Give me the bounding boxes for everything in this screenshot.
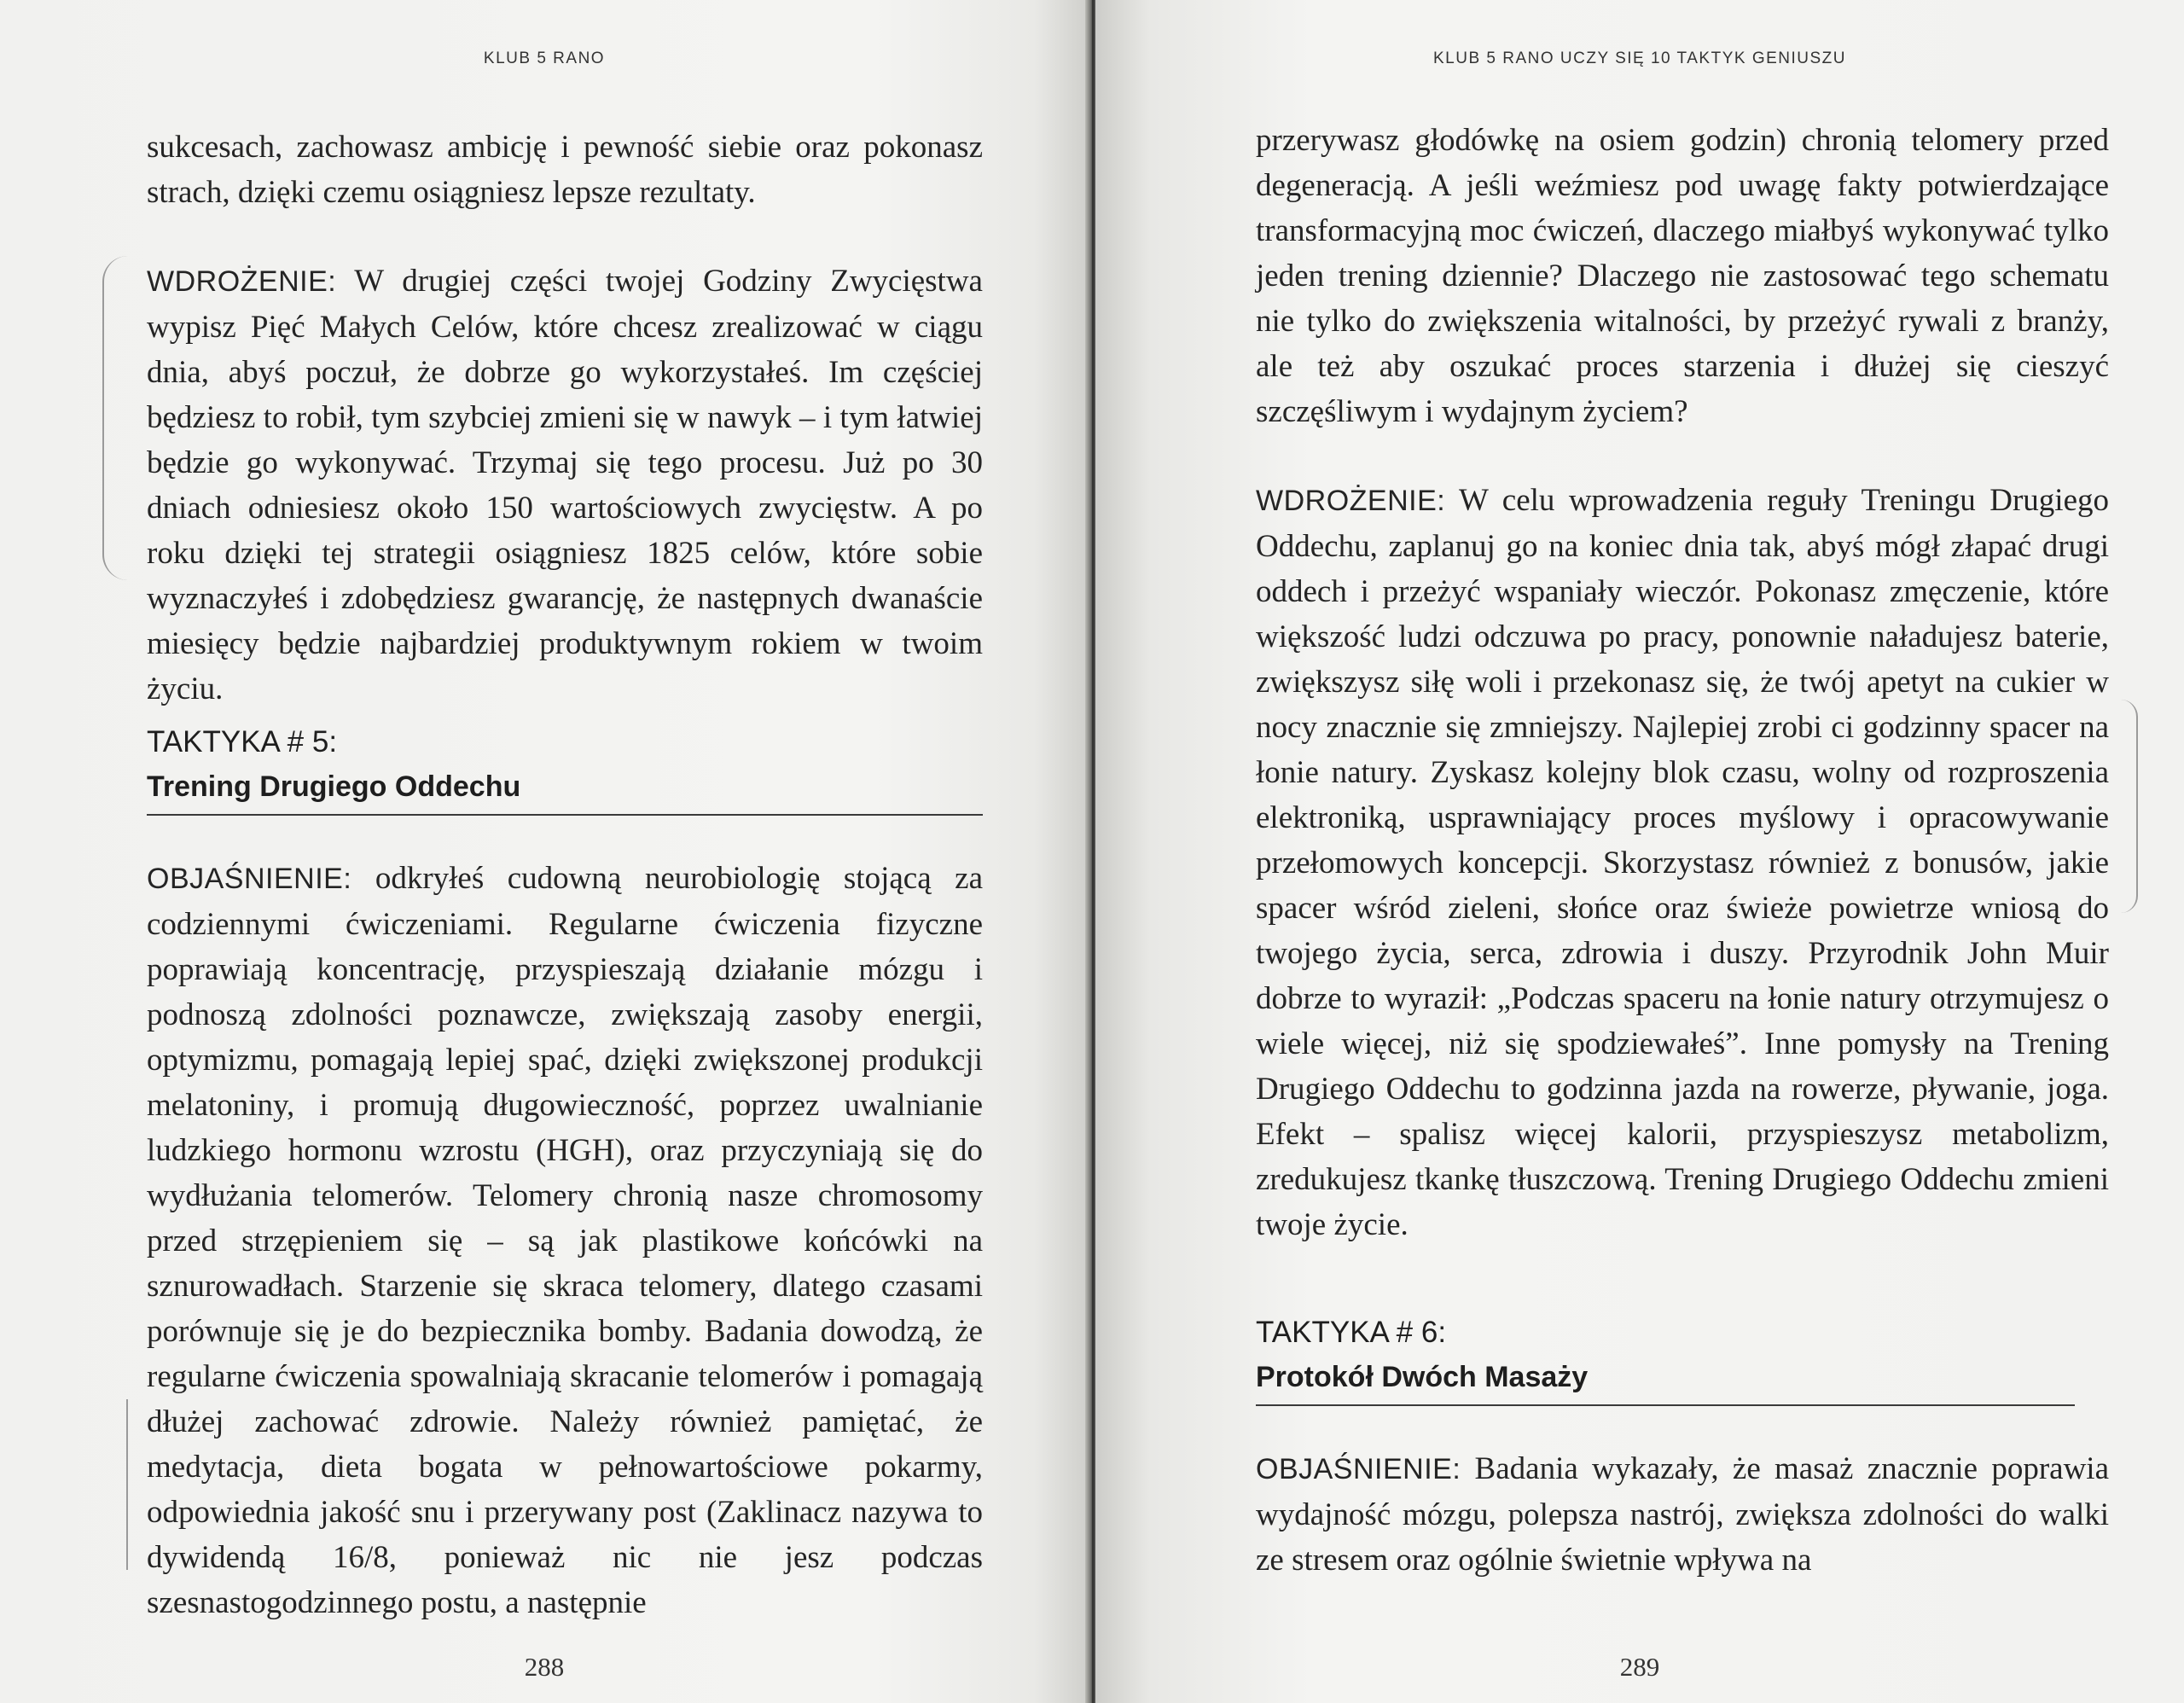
heading-rule <box>147 814 983 816</box>
implementation-label: WDROŻENIE: <box>147 265 337 298</box>
page-number: 288 <box>524 1652 565 1682</box>
left-page <box>0 0 1089 1703</box>
page-number: 289 <box>1619 1652 1660 1682</box>
implementation-block <box>147 259 983 712</box>
explanation-label: OBJAŚNIENIE: <box>1256 1453 1461 1485</box>
continued-paragraph: sukcesach, zachowasz ambicję i pewność siebie oraz pokonasz strach, dzięki czemu osiągniesz lepsze rezultaty. <box>147 130 983 210</box>
implementation-label: WDROŻENIE: <box>1256 485 1446 517</box>
tactic-heading <box>147 720 983 816</box>
continued-paragraph-block <box>1256 118 2109 434</box>
running-head: KLUB 5 RANO UCZY SIĘ 10 TAKTYK GENIUSZU <box>1432 49 1846 67</box>
right-page <box>1095 0 2184 1703</box>
explanation-text: Badania wykazały, że masaż znacznie poprawia wydajność mózgu, polepsza nastrój, zwiększa zdolności do walki ze stresem oraz ogólnie świetnie wpływa na <box>1256 1451 2109 1578</box>
pencil-mark <box>102 256 130 580</box>
explanation-label: OBJAŚNIENIE: <box>147 863 352 895</box>
explanation-block <box>147 856 983 1625</box>
continued-paragraph: przerywasz głodówkę na osiem godzin) chronią telomery przed degeneracją. A jeśli weźmiesz pod uwagę fakty potwierdzające transformacyjną moc ćwiczeń, dlaczego miałbyś wykonywać tylko jeden trening dziennie? Dlaczego nie zastosować tego schematu nie tylko do zwiększenia witalności, by przeżyć rywali z branży, ale też aby oszukać proces starzenia i dłużej się cieszyć szczęśliwym i wydajnym życiem? <box>1256 123 2109 429</box>
tactic-title: Protokół Dwóch Masaży <box>1256 1361 1589 1393</box>
heading-rule <box>1256 1404 2075 1406</box>
pencil-mark <box>2111 700 2138 913</box>
tactic-title: Trening Drugiego Oddechu <box>147 770 521 803</box>
pencil-mark <box>126 1399 138 1570</box>
continued-paragraph-block <box>147 125 983 215</box>
tactic-heading <box>1256 1311 2109 1406</box>
explanation-text: odkryłeś cudowną neurobiologię stojącą za codziennymi ćwiczeniami. Regularne ćwiczenia fizyczne poprawiają koncentrację, przyspieszają działanie mózgu i podnoszą zdolności poznawcze, zwiększają zasoby energii, optymizmu, pomagają lepiej spać, dzięki zwiększonej produkcji melatoniny, i promują długowieczność, poprzez uwalnianie ludzkiego hormonu wzrostu (HGH), oraz przyczyniają się do wydłużania telomerów. Telomery chronią nasze chromosomy przed strzępieniem się – są jak plastikowe końcówki na sznurowadłach. Starzenie się skraca telomery, dlatego czasami porównuje się je do bezpiecznika bomby. Badania dowodzą, że regularne ćwiczenia spowalniają skracanie telomerów i pomagają dłużej zachować zdrowie. Należy również pamiętać, że medytacja, dieta bogata w pełnowartościowe pokarmy, odpowiednia jakość snu i przerywany post (Zaklinacz nazywa to dywidendą 16/8, ponieważ nic nie jesz podczas szesnastogodzinnego postu, a następnie <box>147 861 983 1620</box>
tactic-number: TAKTYKA # 5: <box>147 725 338 759</box>
implementation-block <box>1256 478 2109 1247</box>
implementation-text: W celu wprowadzenia reguły Treningu Drugiego Oddechu, zaplanuj go na koniec dnia tak, abyś mógł złapać drugi oddech i przeżyć wspaniały wieczór. Pokonasz zmęczenie, które większość ludzi odczuwa po pracy, ponownie naładujesz baterie, zwiększysz siłę woli i przekonasz się, że twój apetyt na cukier w nocy znacznie się zmniejszy. Najlepiej zrobi ci godzinny spacer na łonie natury. Zyskasz kolejny blok czasu, wolny od rozproszenia elektroniką, usprawniający proces myślowy i opracowywanie przełomowych koncepcji. Skorzystasz również z bonusów, jakie spacer wśród zieleni, słońce oraz świeże powietrze wniosą do twojego życia, serca, zdrowia i duszy. Przyrodnik John Muir dobrze to wyraził: „Podczas spaceru na łonie natury otrzymujesz o wiele więcej, niż się spodziewałeś”. Inne pomysły na Trening Drugiego Oddechu to godzinna jazda na rowerze, pływanie, joga. Efekt – spalisz więcej kalorii, przyspieszysz metabolizm, zredukujesz tkankę tłuszczową. Trening Drugiego Oddechu zmieni twoje życie. <box>1256 483 2109 1242</box>
explanation-block <box>1256 1446 2109 1583</box>
running-head: KLUB 5 RANO <box>483 49 606 67</box>
tactic-number: TAKTYKA # 6: <box>1256 1316 1447 1349</box>
implementation-text: W drugiej części twojej Godziny Zwycięstwa wypisz Pięć Małych Celów, które chcesz zrealizować w ciągu dnia, abyś poczuł, że dobrze go wykorzystałeś. Im częściej będziesz to robił, tym szybciej zmieni się w nawyk – i tym łatwiej będzie go wykonywać. Trzymaj się tego procesu. Już po 30 dniach odniesiesz około 150 wartościowych zwycięstw. A po roku dzięki tej strategii osiągniesz 1825 celów, które sobie wyznaczyłeś i zdobędziesz gwarancję, że następnych dwanaście miesięcy będzie najbardziej produktywnym rokiem w twoim życiu. <box>147 264 983 706</box>
